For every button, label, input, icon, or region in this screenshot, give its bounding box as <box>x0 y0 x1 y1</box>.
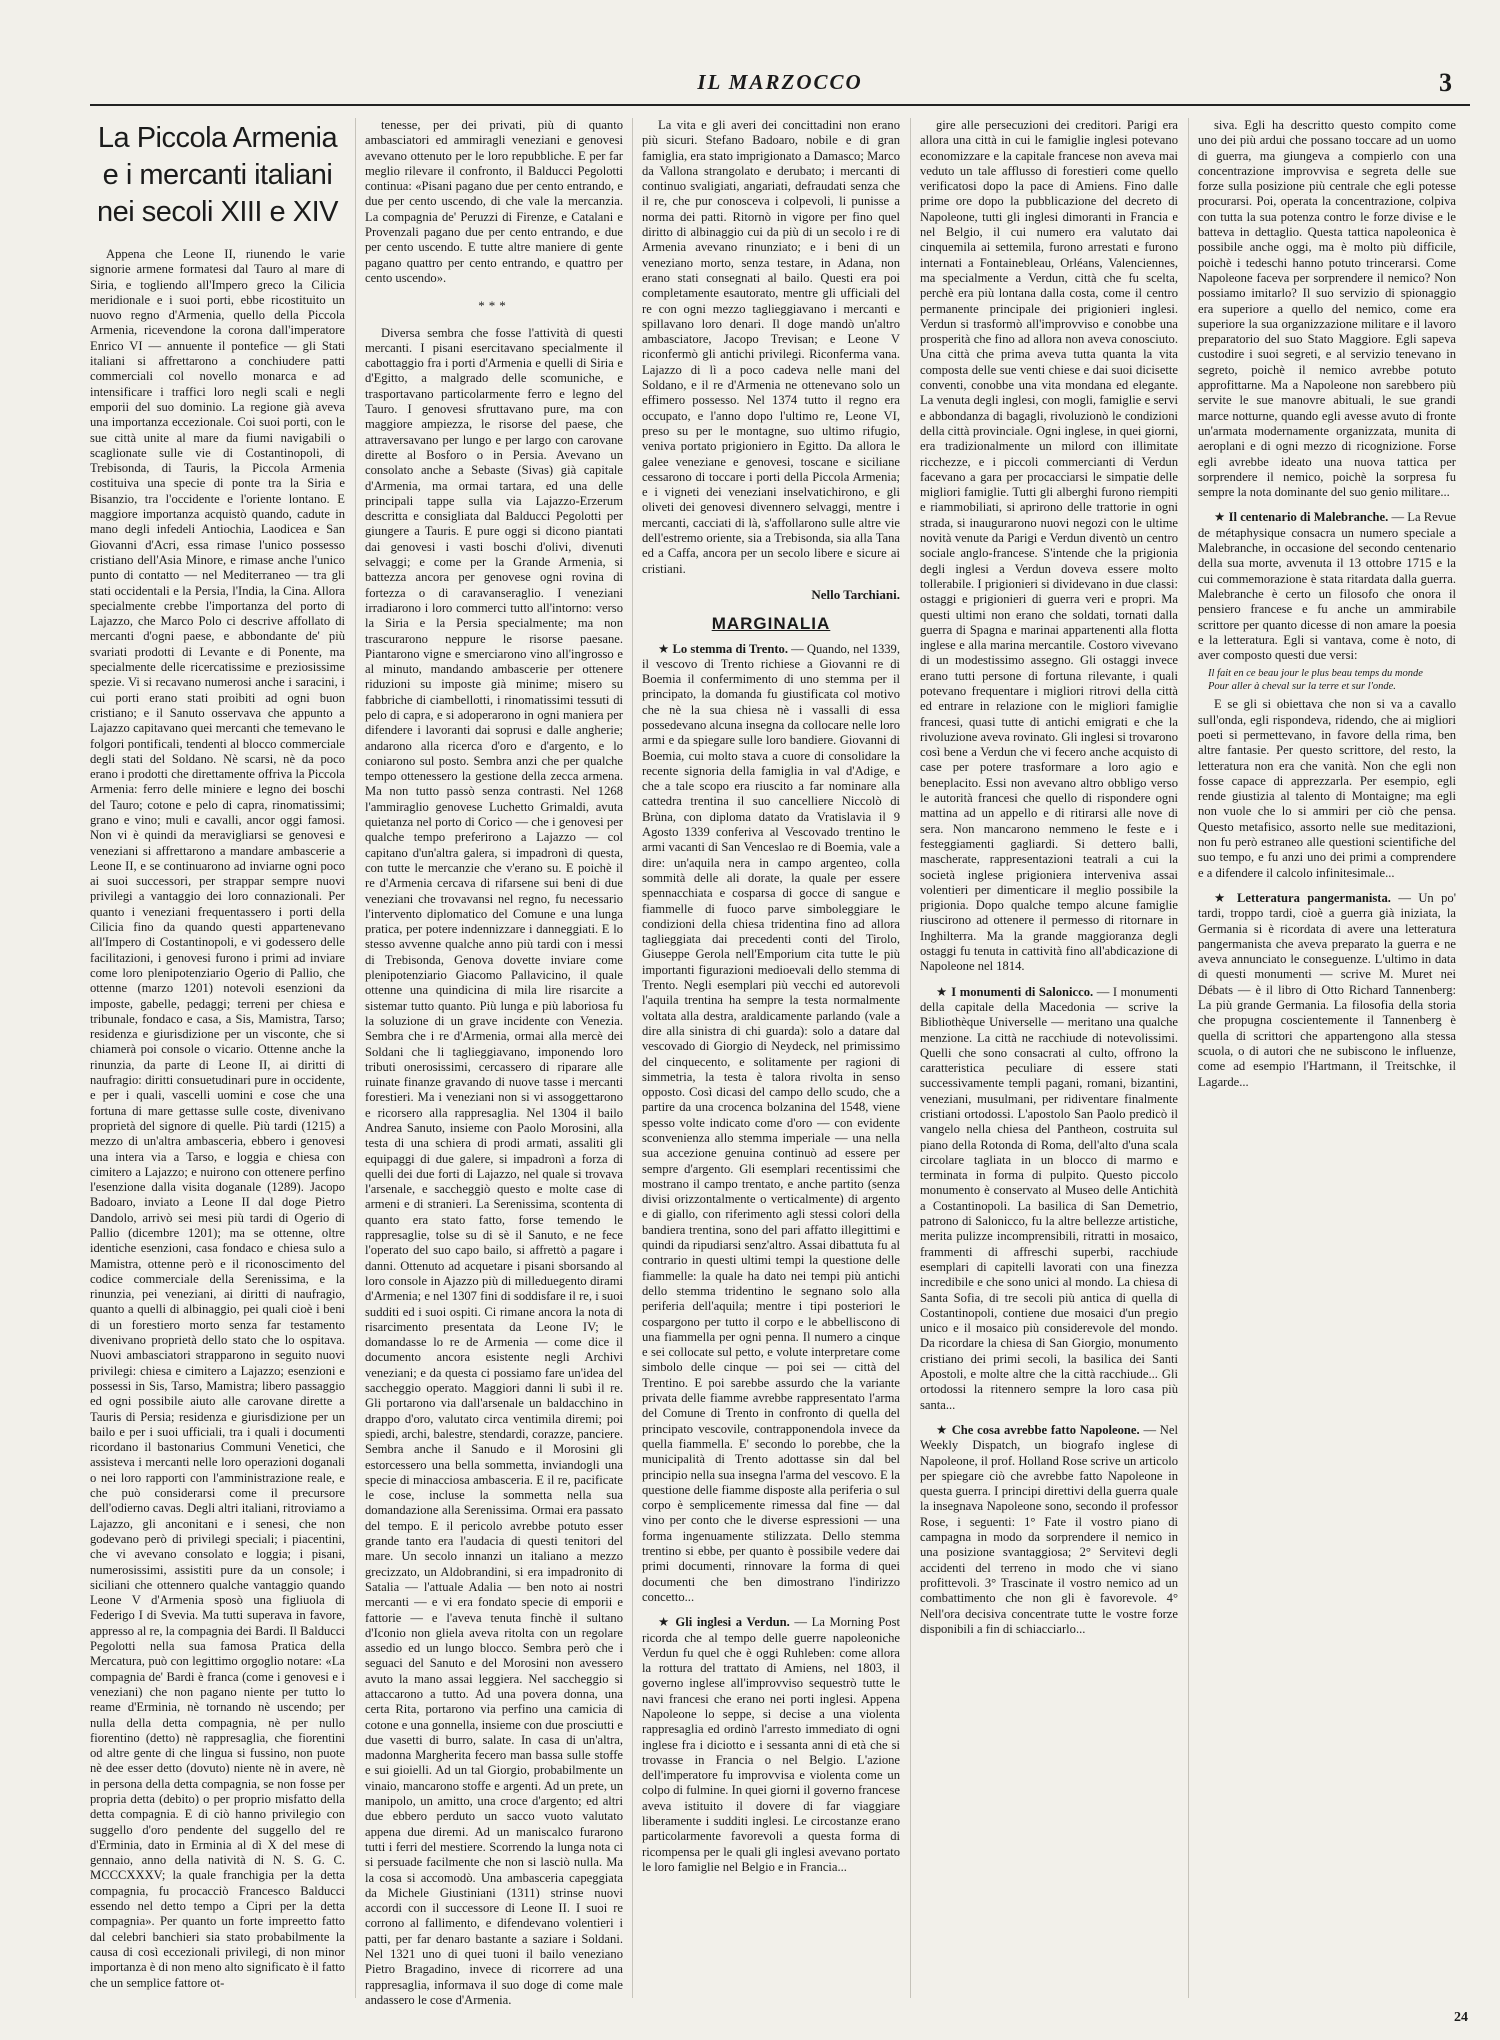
headline-line-2: e i mercanti italiani <box>102 159 333 191</box>
newspaper-title: IL MARZOCCO <box>697 70 863 94</box>
article-body-col2: tenesse, per dei privati, più di quanto ambasciatori ed ammiragli veneziani e genovesi avevano ottenuto per le loro repubbliche. E per far meglio rilevare il confronto, il Balducci Pegolotti continua: «Pisani pagano due per cento entrando, e due per cento uscendo, di che vale la mercanzia. La compagnia de' Peruzzi di Firenze, e Catalani e Provenzali pagano due per cento entrando, e due per cento uscendo. E tutte altre maniere di gente pagano quattro per cento entrando, e quattro per cento uscendo». <box>365 118 623 285</box>
marginalia-item-title: Gli inglesi a Verdun. <box>675 1615 790 1630</box>
marginalia-item-text: E se gli si obiettava che non si va a cavallo sull'onda, egli rispondeva, ridendo, che ai migliori poeti si permettevano, in favore della rima, ben altre fantasie. Per questo scrittore, del resto, la letteratura non era che vanità. Non che egli non fosse capace di apprezzarla. Per esempio, egli rende giustizia al talento di Montaigne; ma egli non vuole che lo si ammiri per ciò che pensa. Questo metafisico, assorto nelle sue meditazioni, non fu però estraneo alle questioni scientifiche del suo tempo, e fu anzi uno dei primi a comprendere e a difendere il calcolo infinitesimale... <box>1198 697 1456 880</box>
marginalia-item: ★ I monumenti di Salonicco. — I monumenti della capitale della Macedonia — scrive la Bibliothèque Universelle — meritano una qualche menzione. La città ne racchiude di notevolissimi. Quelli che sono consacrati al culto, offrono la caratteristica peculiare di essere stati successivamente templi pagani, romani, bizantini, veneziani, musulmani, per ridiventare finalmente cristiani ortodossi. L'apostolo San Paolo predicò il vangelo nella chiesa del Pantheon, costruita sul piano della Rotonda di Roma, dell'alto d'una scala circolare tagliata in un blocco di marmo e terminata in forma di pulpito. Questo piccolo monumento è conservato al Museo delle Antichità a Costantinopoli. La basilica di San Demetrio, patrono di Salonicco, fu la altre bellezze artistiche, merita pulizze incomprensibili, ritratti in mosaico, frammenti di affreschi superbi, racchiude esemplari di capitelli lavorati con una finezza incredibile e che sono unici al mondo. La chiesa di Santa Sofia, di tre secoli più antica di quella di Costantinopoli, contiene due mosaici d'un pregio unico e il mosaico più considerevole del mondo. Da ricordare la chiesa di San Giorgio, monumento cristiano dei primi secoli, la basilica dei Santi Apostoli, e molte altre che la città racchiude... Gli ortodossi la ritennero sempre la loro casa più santa... <box>920 984 1178 1412</box>
column-2 <box>365 118 623 2007</box>
page-footer-mark: 24 <box>1454 2010 1468 2025</box>
marginalia-body-col5: siva. Egli ha descritto questo compito come uno dei più ardui che possano toccare ad un uomo di guerra, ma giungeva a compierlo con una concentrazione improvvisa e segreta delle sue forze sulla posizione più centrale che egli potesse procurarsi. Poi, operata la concentrazione, colpiva con tutta la sua potenza contro le forze divise e le batteva in dettaglio. Questa tattica napoleonica è possibile anche oggi, ma è molto più difficile, poichè i tedeschi hanno potuto trincerarsi. Come Napoleone faceva per sorprendere il nemico? Non possiamo imitarlo? Il suo servizio di spionaggio era superiore a quello del nemico, come era superiore la sua organizzazione militare e il lavoro preparatorio del suo Stato Maggiore. Egli sapeva custodire i suoi segreti, e al servizio tenevano in segreto, poichè il nemico avrebbe potuto approfittarne. Ma a Napoleone non sarebbero più servite le sue manovre abituali, le sue grandi marce notturne, quando egli avesse avuto di fronte un'armata modernamente organizzata, munita di aeroplani e di ogni mezzo di ricognizione. Forse egli avrebbe ideato una nuova tattica per sorprendere il nemico, poichè la sorpresa fu sempre la nota dominante del suo genio militare... <box>1198 118 1456 500</box>
marginalia-item-title: I monumenti di Salonicco. <box>951 984 1094 999</box>
column-5 <box>1198 118 1456 1998</box>
column-rule <box>1188 118 1189 1998</box>
marginalia-body-col4: gire alle persecuzioni dei creditori. Parigi era allora una città in cui le famiglie inglesi potevano economizzare e la capitale francese non aveva mai veduto un tale afflusso di forestieri come quello verificatosi dopo la pace di Amiens. Fino dalle prime ore dopo la pubblicazione del decreto di Napoleone, tutti gli inglesi dimoranti in Francia e nel Belgio, il cui numero era valutato dai cinquemila ai settemila, furono arrestati e furono internati a Fontainebleau, Orléans, Valenciennes, ma specialmente a Verdun, città che fu scelta, perchè era più lontana dalla costa, come il centro permanente principale dei prigionieri inglesi. Verdun si trasformò all'improvviso e conobbe una prosperità che fino ad allora non aveva conosciuto. Una città che prima aveva tutta quanta la vita composta delle sue venti chiese e dai suoi dicisette conventi, conobbe una vita mondana ed elegante. La venuta degli inglesi, con mogli, famiglie e servi e abbondanza di bagagli, rivoluzionò le condizioni della città provinciale. Ogni inglese, in quei giorni, era tradizionalmente un milord con illimitate ricchezze, e i piccoli commercianti di Verdun facevano a gara per procacciarsi le simpatie delle migliori famiglie. Tutti gli alberghi furono riempiti e riammobiliati, si aprirono delle trattorie in ogni strada, si inaugurarono nuovi negozi con le ultime novità venute da Parigi e Verdun diventò un centro sociale anglo-francese. S'intende che la prigionia degli inglesi a Verdun doveva essere molto tollerabile. I prigionieri si dividevano in due classi: ostaggi e prigionieri di guerra veri e propri. Ma questi ultimi non erano che soldati, tornati dalla guerra di Spagna e marinai appartenenti alla flotta inglese e alla marina mercantile. Costoro vivevano di un modestissimo assegno. Gli ostaggi invece erano tutti persone di fortuna rilevante, i quali potevano frequentare i migliori ritrovi della città ed entrare in relazione con le migliori famiglie francesi, quasi tutte di antichi emigrati e che la rivoluzione aveva rovinato. Gli inglesi si trovarono così bene a Verdun che vi fecero anche acquisto di case per potere trasformare a loro agio e beneplacito. Essi non avevano altro obbligo verso le autorità francesi che quello di rispondere ogni mattina ad un appello e di ritirarsi alle nove di sera. Non mancarono nemmeno le feste e i festeggiamenti gagliardi. Si dettero balli, mascherate, rappresentazioni teatrali a cui la società inglese prigioniera interveniva assai volentieri per dimenticare il meglio possibile la prigionia. Dopo qualche tempo alcune famiglie riuscirono ad ottenere il permesso di ritornare in Inghilterra. Ma la grande maggioranza degli ostaggi fu tenuta in cattività fino all'abdicazione di Napoleone nel 1814. <box>920 118 1178 974</box>
article-body-col3: La vita e gli averi dei concittadini non erano più sicuri. Stefano Badoaro, nobile e di gran famiglia, era stato imprigionato a Damasco; Marco da Vallona strangolato e derubato; i mercanti di continuo svaligiati, angariati, defraudati senza che il re, che pur conosceva i colpevoli, li punisse a norma dei patti. Ritornò in vigore per fino quel diritto di albinaggio cui da più di un secolo i re di Armenia avevano rinunziato; e i beni di un veneziano morto, senza testare, in Adana, non erano stati consegnati al bailo. Questi era poi completamente esautorato, mentre gli ufficiali del re con ogni mezzo taglieggiavano i mercanti e spillavano loro denari. Il doge mandò un'altro ambasciatore, Jacopo Trevisan; e Leone V riconfermò gli antichi privilegi. Riconferma vana. Lajazzo di lì a poco cadeva nelle mani del Soldano, e il re d'Armenia ne ottenevano solo un effimero possesso. Nel 1374 tutto il regno era occupato, e l'anno dopo l'ultimo re, Leone VI, preso su per le montagne, suo ultimo rifugio, veniva portato prigioniero in Egitto. Da allora le galee veneziane e genovesi, toscane e siciliane cessarono di toccare i porti della Piccola Armenia; e i vigneti dei veneziani inselvatichirono, e gli oliveti dei genovesi divennero selvaggi, mentre i mercanti, cacciati di là, s'affollarono sulle altre vie dell'estremo oriente, sia a Trebisonda, sia alla Tana ed a Caffa, ancora per un secolo libere e sicure ai cristiani. <box>642 118 900 576</box>
article-body-col1: Appena che Leone II, riunendo le varie signorie armene formatesi dal Tauro al mare di Siria, e togliendo all'Impero greco la Cilicia meridionale e i suoi porti, ebbe ricostituito un nuovo regno d'Armenia, quello della Piccola Armenia, ricevendone la corona dall'imperatore Enrico VI — annuente il pontefice — gli Stati italiani si affrettarono a conchiudere patti commerciali col novello monarca e ad intensificare i traffici loro negli scali e negli emporii del suo dominio. La regione già aveva una importanza eccezionale. Coi suoi porti, con le sue città unite al mare da fiumi navigabili o scaglionate sulle vie di Costantinopoli, di Trebisonda, di Tauris, la Piccola Armenia costituiva una specie di ponte tra la Siria e Bisanzio, tra l'occidente e l'oriente lontano. E maggiore importanza acquistò quando, cadute in mano degli infedeli Antiochia, Laodicea e San Giovanni d'Acri, essa rimase l'unico possesso cristiano dell'Asia Minore, e rimase anche l'unico punto di contatto — nel Mediterraneo — tra gli stati occidentali e la Persia, l'India, la Cina. Allora specialmente crebbe l'importanza del porto di Lajazzo, che Marco Polo ci descrive affollato di mercanti d'ogni paese, e abbondante de' più svariati prodotti di Levante e di Ponente, ma specialmente delle ricercatissime e preziosissime spezie. Vi si recavano numerosi anche i saracini, i cui porti erano stati proibiti ad ogni buon cristiano; e il Sanuto osservava che appunto a Lajazzo capitavano quei mercanti che temevano le folgori pontificali, tendenti al blocco commerciale degli stati del Soldano. Nè scarsi, nè da poco erano i prodotti che direttamente offriva la Piccola Armenia: ferro delle miniere e legno dei boschi del Tauro; cotone e pelo di capra, rinomatissimi; grano e vino; muli e cavalli, ancor oggi famosi. Non vi è quindi da meravigliarsi se genovesi e veneziani si affrettarono a mandare ambascerie a Leone II, e se continuarono ad inviarne ogni poco ai suoi successori, per strappar sempre nuovi privilegi a vantaggio dei loro connazionali. Per quanto i veneziani frequentassero i porti della Cilicia fino da quando questi appartenevano all'Impero di Costantinopoli, e vi godessero delle facilitazioni, i genovesi furono i primi ad inviare come loro plenipotenziario Ogerio di Pallio, che ottenne (marzo 1201) notevoli esenzioni da imposte, gabelle, pedaggi; terreni per chiesa e tribunale, fondaco e casa, a Sis, Mamistra, Tarso; residenza e giurisdizione per un visconte, che si chiamerà poi console o vicario. Ottenne anche la rinunzia, da parte di Leone II, ai diritti di naufragio: diritti consuetudinari pure in occidente, e per i quali, vascelli uomini e cose che una fortuna di mare gettasse sulle coste, divenivano proprietà del signore di quelle. Più tardi (1215) a mezzo di un'altra ambasceria, ebbero i genovesi una intera via a Tarso, e loggia e chiesa con cimitero a Lajazzo; e nuirono con ottenere perfino l'esenzione dalla visita doganale (1289). Jacopo Badoaro, inviato a Leone II dal doge Pietro Dandolo, arrivò sei mesi più tardi di Ogerio di Pallio (dicembre 1201); ma se ottenne, oltre identiche esenzioni, casa fondaco e chiesa sulo a Mamistra, ottenne però e il riconoscimento del codice commerciale della Serenissima, e la rinunzia, pei veneziani, ai diritti di naufragio, quanto a quelli di albinaggio, pei quali cioè i beni di un forestiero morto senza far testamento divenivano proprietà dello stato che lo ospitava. Nuovi ambasciatori strapparono in seguito nuovi privilegi: chiesa e cimitero a Lajazzo; esenzioni e possessi in Sis, Tarso, Mamistra; libero passaggio ed ogni possibile aiuto alle carovane dirette a Tauris di Persia; residenza e giurisdizione per un bailo e per i suoi ufficiali, tra i quali i documenti ricordano il bastonarius Communi Venetici, che assisteva i mercanti nelle loro operazioni doganali o nei loro rapporti con l'amministrazione reale, e che può considerarsi come il precursore dell'odierno cavas. Degli altri italiani, ritroviamo a Lajazzo, gli anconitani e i senesi, che non godevano però di privilegi speciali; i piacentini, che vi avevano consolato e loggia; i pisani, numerosissimi, assistiti pure da un console; i siciliani che ottennero qualche vantaggio quando Leone V d'Armenia sposò una figliuola di Federigo I di Svevia. Ma tutti superava in favore, appresso al re, la compagnia dei Bardi. Il Balducci Pegolotti nella sua famosa Pratica della Mercatura, può con legittimo orgoglio notare: «La compagnia de' Bardi è franca (come i genovesi e i veneziani) che non pagano niente per tutto lo reame d'Erminia, nè tornando nè uscendo; per nulla della detta compagnia, nè per nullo fiorentino (detto) nè rappresaglia, che fiorentini od altre gente di che lingua si fussino, non puote nè dee esser detto (dovuto) niente nè in avere, nè in persona della detta compagnia, se non fosse per propria detta (debito) o per proprio misfatto della detta compagnia. E di ciò hanno privilegio con suggello d'oro pendente del suggello del re d'Erminia, dato in Erminia al dì X del mese di gennaio, anno della natività di N. S. G. C. MCCCXXXV; la quale franchigia per la detta compagnia, fu procacciò Francesco Balducci essendo nel detto tempo a Cipri per la detta compagnia». Per quanto un forte impreetto fatto dal celebri banchieri sia stato probabilmente la causa di così eccezionali privilegi, di non minor importanza è di non meno alto significato è il fatto che un semplice fattore ot- <box>90 247 345 1990</box>
headline-line-3: nei secoli XIII e XIV <box>97 196 338 228</box>
column-3 <box>642 118 900 1998</box>
marginalia-item: ★ Letteratura pangermanista. — Un po' tardi, troppo tardi, cioè a guerra già iniziata, la Germania si è ricordata di avere una letteratura pangermanista che aveva preparato la guerra e ne aveva annunciato le conseguenze. L'ultimo in data di questi monumenti — scrive M. Muret nei Débats — è il libro di Otto Richard Tannenberg: La più grande Germania. La filosofia della storia che propugna coscientemente il Tannenberg è quella di scrittori che appartengono alla stessa scuola, o di autori che ne subiscono le influenze, come ad esempio l'Hartmann, il Treitschke, il Lagarde... <box>1198 890 1456 1089</box>
marginalia-item: ★ Che cosa avrebbe fatto Napoleone. — Nel Weekly Dispatch, un biografo inglese di Napoleone, il prof. Holland Rose scrive un articolo per spiegare ciò che avrebbe fatto Napoleone in questa guerra. I principi direttivi della guerra quale la insegnava Napoleone sono, secondo il professor Rose, i seguenti: 1° Fate il vostro piano di campagna in modo da sorprendere il nemico in una posizione svantaggiosa; 2° Servitevi degli accidenti del terreno in modo che vi siano profittevoli. 3° Trascinate il vostro nemico ad un combattimento che non gli è favorevole. 4° Nell'ora decisiva concentrate tutte le vostre forze disponibili a fin di schiacciarlo... <box>920 1422 1178 1636</box>
column-rule <box>632 118 633 1998</box>
headline-line-1: La Piccola Armenia <box>97 122 338 154</box>
marginalia-header: MARGINALIA <box>711 614 831 634</box>
page-number: 3 <box>1439 68 1452 97</box>
article-signature: Nello Tarchiani. <box>811 586 900 602</box>
marginalia-item-title: Che cosa avrebbe fatto Napoleone. <box>951 1422 1140 1437</box>
section-stars: *** <box>478 298 510 314</box>
marginalia-item-title: Letteratura pangermanista. <box>1236 890 1391 905</box>
column-rule <box>355 118 356 1998</box>
marginalia-item: ★ Lo stemma di Trento. — Quando, nel 1339, il vescovo di Trento richiese a Giovanni re di Boemia il confermimento di uno stemma per il principato, la domanda fu giustificata col motivo che nè la sua chiesa nè i vassalli di essa possedevano alcuna insegna da collocare nelle loro armi e da spiegare sulle loro bandiere. Giovanni di Boemia, cui molto stava a cuore di consolidare la recente signoria della famiglia in val d'Adige, e che a tale scopo era riuscito a far nominare alla cattedra trentina il suo cancelliere Niccolò di Brùna, con diploma datato da Vratislavia il 9 Agosto 1339 conferiva al Vescovado trentino le armi vacanti di San Venceslao re di Boemia, vale a dire: un'aquila nera in campo argenteo, colla sommità delle ali dorate, la quale per essere spennacchiata e cosparsa di gocce di sangue e fiammelle di fuoco parve simboleggiare le condizioni della chiesa tridentina fino ad allora taglieggiata dai precedenti conti del Tirolo, Giuseppe Gerola nell'Emporium cita tutte le più importanti figurazioni medioevali dello stemma di Trento. Negli esemplari più vecchi ed autorevoli l'aquila trentina ha sempre la testa normalmente voltata alla destra, araldicamente parlando (vale a dire alla sinistra di chi guarda): solo a datare dal vescovado di Giorgio di Neydeck, nel primissimo del cinquecento, e solitamente per ragioni di simmetria, la testa è talora rivolta in senso opposto. Così dicasi del campo dello scudo, che a partire da una crocenca bolzanina del 1548, viene spesso volte indicato come d'oro — con evidente sconvenienza allo stemma imperiale — una nella sua accezione genuina continuò ad essere per sempre d'argento. Gli esemplari recentissimi che mostrano il campo trentato, e anche partito (senza divisi orizzontalmente o verticalmente) di argento e di giallo, con riferimento agli stessi colori della bandiera trentina, sono del pari affatto illegittimi e quindi da ripudiarsi senz'altro. Assai dibattuta fu al contrario in questi ultimi tempi la questione delle fiammelle: la quale ha dato nei tempi più antichi dello stemma tridentino le segnano solo alla periferia dell'aquila; mentre i tipi posteriori le cospargono per tutto il corpo e le abbelliscono di una fiammella per ogni penna. Il numero a cinque e sei collocate sul petto, e volute interpretare come simbolo delle cinque — poi sei — città del Trentino. E poi sarebbe assurdo che la variante privata delle fiamme avrebbe rappresentato l'arma del Comune di Trento in confronto di quella del principato vescovile, contrapponendola invece da quella fiammella. E' secondo lo porebbe, che la municipalità di Trento adottasse sin dal bel principio nella sua insegna l'arma del vescovo. E la questione delle fiamme disposte alla periferia o sul corpo è semplicemente rimessa dal fine — dal vino per conto che le diverse espressioni — una forma ingenuamente stilizzata. Dello stemma trentino si ebbe, per quanto è possibile vedere dai primi documenti, rinnovare la forma di quei documenti che ben dimostrano l'indirizzo concetto... <box>642 641 900 1604</box>
article-body-col2b: Diversa sembra che fosse l'attività di questi mercanti. I pisani esercitavano specialmente il cabottaggio fra i porti d'Armenia e quelli di Siria e d'Egitto, a malgrado delle scomuniche, e trasportavano particolarmente ferro e legno del Tauro. I genovesi sfruttavano pure, ma con maggiore ampiezza, le risorse del paese, che attraversavano per lungo e per largo con carovane dirette al Bosforo o in Persia. Avevano un consolato anche a Sebaste (Sivas) già capitale d'Armenia, ma ormai tartara, ed una delle principali tappe sulla via Lajazzo-Erzerum descritta e consigliata dal Balducci Pegolotti per giungere a Tauris. E pure oggi si dicono piantati dai genovesi i vasti boschi d'olivi, divenuti selvaggi; e come per la Grande Armenia, si battezza ancora per genovese ogni rovina di fortezza o di caravanseraglio. I veneziani irradiarono i loro commerci tutto all'intorno: verso la Siria e la Persia specialmente; ma non trascurarono neppure le risorse paesane. Piantarono vigne e smerciarono vino all'ingrosso e al minuto, mandando ambascerie per ottenere riduzioni su imposte già minime; misero su fabbriche di ciambellotti, i rinomatissimi tessuti di pelo di capra, e si adoperarono in ogni maniera per difendere i lavoranti dai soprusi e dalle angherie; andarono alla ricerca d'oro e d'argento, e lo coniarono sul posto. Sembra anzi che per qualche tempo ottenessero la gestione della zecca armena. Ma non tutto passò senza contrasti. Nel 1268 l'ammiraglio genovese Luchetto Grimaldi, avuta quietanza nel porto di Corico — che i genovesi per qualche tempo preferirono a Lajazzo — col capitano d'un'altra galera, si impadronì di questa, con tutte le mercanzie che v'erano su. E poichè il re d'Armenia cercava di rifarsene sui beni di due veneziani che trovavansi nel regno, fu necessario l'intervento diplomatico del Comune e una lunga pratica, per potere indennizzare i danneggiati. E lo stesso avvenne qualche anno più tardi con i messi di Trebisonda, Genova dovette inviare come plenipotenziario Giacomo Pallavicino, il quale ottenne una quindicina di mila lire risarcite a sistemar tutto quanto. Più lunga e più laboriosa fu la soluzione di un grave incidente con Venezia. Sembra che i re d'Armenia, ormai alla mercè dei Soldani che li taglieggiavano, imponendo loro tributi onerosissimi, cercassero di riparare alle ruinate finanze gravando di nuove tasse i mercanti forestieri. Ma i veneziani non si vi assoggettarono e ricorsero alla rappresaglia. Nel 1304 il bailo Andrea Sanuto, insieme con Paolo Morosini, alla testa di una schiera di prodi armati, assaliti gli equipaggi di due galere, si impadronì a forza di quelli dei due forti di Lajazzo, nel quale si trovava l'arsenale, e saccheggiò questo e molte case di armeni e di stranieri. La Serenissima, scontenta di quanto era stato fatto, forse temendo le rappresaglie, tolse su di sè il Sanuto, e ne fece l'operato del suo capo bailo, si affrettò a pagare i danni. Ottenuto ad acquetare i pisani sborsando al loro console in Ajazzo più di milleduegento dirami d'Armenia; e nel 1307 fini di soddisfare il re, i suoi sudditi ed i suoi ospiti. Ci rimane ancora la nota di risarcimento presentata da Leone IV; le domandasse lo re de Armenia — come dice il documento ancora esistente negli Archivi veneziani; e da questa ci possiamo fare un'idea del saccheggio operato. Maggiori danni li subì il re. Gli portarono via dall'arsenale un baldacchino in drappo d'oro, valutato circa ventimila diremi; poi spiedi, archi, balestre, stendardi, corazze, panciere. Sembra anche il Sanudo e il Morosini gli estorcessero una bella sommetta, inviandogli una specie di minacciosa ambasceria. E il re, pacificate le cose, incluse la sommetta nella sua domandazione alla Serenissima. Ormai era passato del tempo. E il pericolo avrebbe potuto esser grande tanto era l'audacia di questi tenitori del mare. Un secolo innanzi un italiano a mezzo grecizzato, un Aldobrandini, si era impadronito di Satalia — l'attuale Adalia — ben noto ai nostri mercanti — e vi era fondato specie di emporii e fattorie — e l'aveva tenuta finchè il sultano d'Iconio non gliela aveva ritolta con un regolare assedio ed un lungo blocco. Sembra però che i seguaci del Sanuto e del Morosini non avessero avuto la mano assai leggiera. Nel saccheggio si attaccarono a tutto. Ad una povera donna, una certa Rita, portarono via perfino una camicia di cotone e una gonnella, insieme con due prosciutti e due vasetti di burro, salate. In casa di un'altra, madonna Margherita fecero man bassa sulle stoffe e sui gioielli. Ad un tal Giorgio, probabilmente un vinaio, mancarono stoffe e argenti. Ad un prete, un manipolo, un amitto, una croce d'argento; ed altri due ebbero perduto un sacco vuoto valutato appena due diremi. Ad un maniscalco furarono tutti i ferri del mestiere. Scorrendo la lunga nota ci si persuade facilmente che non si lasciò nulla. Ma la cosa si accomodò. Una ambasceria capeggiata da Michele Giustiniani (1311) strinse nuovi accordi con il successore di Leone II. I suoi re corrono al fallimento, e difendevano volentieri i patti, per far denaro bastante a saziare i Soldani. Nel 1321 uno di quei tuoni il bailo veneziano Pietro Bragadino, invece di ricorrere ad una rappresaglia, informava il suo doge di come male andassero le cose d'Armenia. <box>365 325 623 2007</box>
marginalia-item: ★ Gli inglesi a Verdun. — La Morning Post ricorda che al tempo delle guerre napoleoniche Verdun fu quel che è oggi Ruhleben: come allora la rottura del trattato di Amiens, nel 1803, il governo inglese all'improvviso sequestrò tutte le navi francesi che erano nei porti inglesi. Appena Napoleone lo seppe, si decise a una violenta rappresaglia ed ordinò l'arresto immediato di ogni inglese fra i diciotto e i sessanta anni di età che si trovasse in Francia o nel Belgio. L'azione dell'imperatore fu improvvisa e violenta come un colpo di fulmine. In quei giorni il governo francese aveva istituito il dovere di far viaggiare liberamente i sudditi inglesi. Le circostanze erano particolarmente favorevoli a questa forma di ricompensa per le quali gli inglesi avevano portato le loro famiglie nel Belgio e in Francia... <box>642 1615 900 1874</box>
marginalia-item-title: Lo stemma di Trento. <box>672 641 788 656</box>
marginalia-item: ★ Il centenario di Malebranche. — La Revue de métaphysique consacra un numero speciale a Malebranche, in occasione del secondo centenario della sua morte, avvenuta il 13 ottobre 1715 e la cui commemorazione è stata ritardata dalla guerra. Malebranche è certo un filosofo che onora il pensiero francese e fu anche un ammirabile scrittore per quanto dicesse di non amare la poesia e la letteratura. Egli si vantava, come è noto, di aver composto questi due versi: <box>1198 510 1456 663</box>
masthead <box>90 62 1470 106</box>
marginalia-item-title: Il centenario di Malebranche. <box>1228 510 1389 525</box>
marginalia-item-text: — La Revue de métaphysique consacra un numero speciale a Malebranche, in occasione del secondo centenario della sua morte, avvenuta il 13 ottobre 1715 e la cui commemorazione è stata ritardata dalla guerra. Malebranche è certo un filosofo che onora il pensiero francese e fu anche un ammirabile scrittore per quanto dicesse di non amare la poesia e la letteratura. Egli si vantava, come è noto, di aver composto questi due versi: <box>1198 510 1456 663</box>
marginalia-item-text: — La Morning Post ricorda che al tempo delle guerre napoleoniche Verdun fu quel che è oggi Ruhleben: come allora la rottura del trattato di Amiens, nel 1803, il governo inglese all'improvviso sequestrò tutte le navi francesi che erano nei porti inglesi. Appena Napoleone lo seppe, si decise a una violenta rappresaglia ed ordinò l'arresto immediato di ogni inglese fra i diciotto e i sessanta anni di età che si trovasse in Francia o nel Belgio. L'azione dell'imperatore fu improvvisa e violenta come un colpo di fulmine. In quei giorni il governo francese aveva istituito il dovere di far viaggiare liberamente i sudditi inglesi. Le circostanze erano particolarmente favorevoli a questa forma di ricompensa per le quali gli inglesi avevano portato le loro famiglie nel Belgio e in Francia... <box>642 1615 900 1874</box>
column-1 <box>90 118 345 1998</box>
marginalia-item-text: — I monumenti della capitale della Macedonia — scrive la Bibliothèque Universelle — meritano una qualche menzione. La città ne racchiude di notevolissimi. Quelli che sono consacrati al culto, offrono la caratteristica peculiare di essere stati successivamente templi pagani, romani, bizantini, veneziani, musulmani, per ridiventare finalmente cristiani ortodossi. L'apostolo San Paolo predicò il vangelo nella chiesa del Pantheon, costruita sul piano della Rotonda di Roma, dell'alto d'una scala circolare tagliata in un blocco di marmo e terminata in forma di pulpito. Questo piccolo monumento è conservato al Museo delle Antichità a Costantinopoli. La basilica di San Demetrio, patrono di Salonicco, fu la altre bellezze artistiche, merita pulizze incomprensibili, ritratti in mosaico, frammenti di affreschi superbi, racchiude esemplari di capitelli lavorati con una finezza incredibile e che sono unici al mondo. La chiesa di Santa Sofia, di tre secoli più antica di quella di Costantinopoli, contiene due mosaici d'un pregio unico e il mosaico più considerevole del mondo. Da ricordare la chiesa di San Giorgio, monumento cristiano dei primi secoli, la basilica dei Santi Apostoli, e molte altre che la città racchiude... Gli ortodossi la ritennero sempre la loro casa più santa... <box>920 984 1178 1412</box>
marginalia-item-text: — Un po' tardi, troppo tardi, cioè a guerra già iniziata, la Germania si è ricordata di avere una letteratura pangermanista che aveva preparato la guerra e ne aveva annunciato le conseguenze. L'ultimo in data di questi monumenti — scrive M. Muret nei Débats — è il libro di Otto Richard Tannenberg: La più grande Germania. La filosofia della storia che propugna coscientemente il Tannenberg è quella di scrittori che appartengono alla stessa scuola, o di autori che ne subiscono le influenze, come ad esempio l'Hartmann, il Treitschke, il Lagarde... <box>1198 890 1456 1089</box>
marginalia-quote: Il fait en ce beau jour le plus beau temps du monde Pour aller à cheval sur la terre et sur l'onde. <box>1208 668 1423 693</box>
column-4 <box>920 118 1178 1998</box>
marginalia-item-text: — Quando, nel 1339, il vescovo di Trento richiese a Giovanni re di Boemia il confermimento di uno stemma per il principato, la domanda fu giustificata col motivo che nè la sua chiesa nè i vassalli di essa possedevano alcuna insegna da collocare nelle loro armi e da spiegare sulle loro bandiere. Giovanni di Boemia, cui molto stava a cuore di consolidare la recente signoria della famiglia in val d'Adige, e che a tale scopo era riuscito a far nominare alla cattedra trentina il suo cancelliere Niccolò di Brùna, con diploma datato da Vratislavia il 9 Agosto 1339 conferiva al Vescovado trentino le armi vacanti di San Venceslao re di Boemia, vale a dire: un'aquila nera in campo argenteo, colla sommità delle ali dorate, la quale per essere spennacchiata e cosparsa di gocce di sangue e fiammelle di fuoco parve simboleggiare le condizioni della chiesa tridentina fino ad allora taglieggiata dai precedenti conti del Tirolo, Giuseppe Gerola nell'Emporium cita tutte le più importanti figurazioni medioevali dello stemma di Trento. Negli esemplari più vecchi ed autorevoli l'aquila trentina ha sempre la testa normalmente voltata alla destra, araldicamente parlando (vale a dire alla sinistra di chi guarda): solo a datare dal vescovado di Giorgio di Neydeck, nel primissimo del cinquecento, e solitamente per ragioni di simmetria, la testa è talora rivolta in senso opposto. Così dicasi del campo dello scudo, che a partire da una crocenca bolzanina del 1548, viene spesso volte indicato come d'oro — con evidente sconvenienza allo stemma imperiale — una nella sua accezione genuina continuò ad essere per sempre d'argento. Gli esemplari recentissimi che mostrano il campo trentato, e anche partito (senza divisi orizzontalmente o verticalmente) di argento e di giallo, con riferimento agli stessi colori della bandiera trentina, sono del pari affatto illegittimi e quindi da ripudiarsi senz'altro. Assai dibattuta fu al contrario in questi ultimi tempi la questione delle fiammelle: la quale ha dato nei tempi più antichi dello stemma tridentino le segnano solo alla periferia dell'aquila; mentre i tipi posteriori le cospargono per tutto il corpo e le abbelliscono di una fiammella per ogni penna. Il numero a cinque e sei collocate sul petto, e volute interpretare come simbolo delle cinque — poi sei — città del Trentino. E poi sarebbe assurdo che la variante privata delle fiamme avrebbe rappresentato l'arma del Comune di Trento in confronto di quella del principato vescovile, contrapponendola invece da quella fiammella. E' secondo lo porebbe, che la municipalità di Trento adottasse sin dal bel principio nella sua insegna l'arma del vescovo. E la questione delle fiamme disposte alla periferia o sul corpo è semplicemente rimessa dal fine — dal vino per conto che le diverse espressioni — una forma ingenuamente stilizzata. Dello stemma trentino si ebbe, per quanto è possibile vedere dai primi documenti, rinnovare la forma di quei documenti che ben dimostrano l'indirizzo concetto... <box>642 641 900 1604</box>
marginalia-item-text: — Nel Weekly Dispatch, un biografo inglese di Napoleone, il prof. Holland Rose scrive un articolo per spiegare ciò che avrebbe fatto Napoleone in questa guerra. I principi direttivi della guerra quale la insegnava Napoleone sono, secondo il professor Rose, i seguenti: 1° Fate il vostro piano di campagna in modo da sorprendere il nemico in una posizione svantaggiosa; 2° Servitevi degli accidenti del terreno in modo che vi siano profittevoli. 3° Trascinate il vostro nemico ad un combattimento che non gli è favorevole. 4° Nell'ora decisiva concentrate tutte le vostre forze disponibili a fin di schiacciarlo... <box>920 1422 1178 1636</box>
masthead-rule <box>90 104 1470 106</box>
article-headline <box>90 120 345 231</box>
column-rule <box>910 118 911 1998</box>
